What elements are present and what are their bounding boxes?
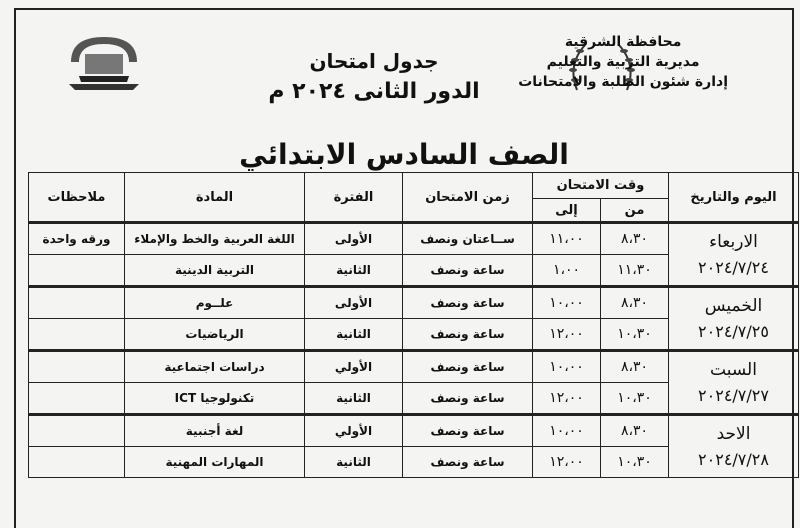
duration: ساعة ونصف [403, 351, 533, 383]
time-from: ٨،٣٠ [601, 223, 669, 255]
notes [29, 287, 125, 319]
time-to: ١٢،٠٠ [533, 447, 601, 478]
grade-title: الصف السادس الابتدائي [239, 138, 569, 171]
header-to: إلى [533, 199, 601, 223]
header-period: الفترة [305, 173, 403, 223]
document-title-block [264, 48, 484, 110]
subject: اللغة العربية والخط والإملاء [125, 223, 305, 255]
day-date: ٢٠٢٤/٧/٢٥ [698, 321, 769, 341]
time-from: ١٠،٣٠ [601, 447, 669, 478]
period: الأولي [305, 415, 403, 447]
header-notes: ملاحظات [29, 173, 125, 223]
duration: ساعة ونصف [403, 447, 533, 478]
notes [29, 319, 125, 351]
notes [29, 351, 125, 383]
duration: ساعة ونصف [403, 255, 533, 287]
day-date-cell [669, 223, 799, 287]
department-name: إدارة شئون الطلبة والامتحانات [518, 74, 728, 90]
day-date: ٢٠٢٤/٧/٢٤ [698, 257, 769, 277]
subject: المهارات المهنية [125, 447, 305, 478]
header-duration: زمن الامتحان [403, 173, 533, 223]
subject: دراسات اجتماعية [125, 351, 305, 383]
table-row [29, 415, 799, 447]
period: الثانية [305, 383, 403, 415]
header-day-date: اليوم والتاريخ [669, 173, 799, 223]
time-from: ١١،٣٠ [601, 255, 669, 287]
time-from: ١٠،٣٠ [601, 319, 669, 351]
ministry-logo [59, 32, 149, 100]
duration: ساعة ونصف [403, 383, 533, 415]
header-exam-time: وقت الامتحان [533, 173, 669, 199]
subject: الرياضيات [125, 319, 305, 351]
day-date-cell [669, 351, 799, 415]
time-to: ١٢،٠٠ [533, 319, 601, 351]
notes [29, 447, 125, 478]
time-from: ٨،٣٠ [601, 351, 669, 383]
subject: تكنولوجيا ICT [125, 383, 305, 415]
directorate-name: مديرية التربية والتعليم [546, 54, 700, 70]
duration: ساعة ونصف [403, 287, 533, 319]
document-title: جدول امتحان [309, 49, 439, 73]
duration: ســاعتان ونصف [403, 223, 533, 255]
period: الثانية [305, 447, 403, 478]
governorate-name: محافظة الشرقية [564, 34, 682, 50]
period: الأولى [305, 223, 403, 255]
time-from: ١٠،٣٠ [601, 383, 669, 415]
day-name: السبت [710, 359, 757, 380]
period: الثانية [305, 255, 403, 287]
document-header [14, 10, 794, 170]
day-name: الاربعاء [709, 231, 758, 252]
header-subject: المادة [125, 173, 305, 223]
subject: لغة أجنبية [125, 415, 305, 447]
duration: ساعة ونصف [403, 319, 533, 351]
day-date-cell [669, 287, 799, 351]
day-date: ٢٠٢٤/٧/٢٨ [698, 449, 769, 469]
subject: التربية الدينية [125, 255, 305, 287]
time-from: ٨،٣٠ [601, 287, 669, 319]
exam-round: الدور الثانى ٢٠٢٤ م [268, 79, 480, 104]
exam-schedule-table [28, 172, 799, 478]
header-from: من [601, 199, 669, 223]
day-date-cell [669, 415, 799, 478]
period: الثانية [305, 319, 403, 351]
time-to: ١٠،٠٠ [533, 287, 601, 319]
subject: علــوم [125, 287, 305, 319]
time-to: ١٠،٠٠ [533, 351, 601, 383]
period: الأولى [305, 287, 403, 319]
day-date: ٢٠٢٤/٧/٢٧ [698, 385, 769, 405]
table-row [29, 351, 799, 383]
time-to: ١١،٠٠ [533, 223, 601, 255]
period: الأولي [305, 351, 403, 383]
notes: ورقه واحدة [29, 223, 125, 255]
duration: ساعة ونصف [403, 415, 533, 447]
notes [29, 255, 125, 287]
time-to: ١٠،٠٠ [533, 415, 601, 447]
table-row [29, 223, 799, 255]
day-name: الخميس [704, 295, 763, 316]
day-name: الاحد [716, 423, 751, 444]
table-row [29, 287, 799, 319]
time-from: ٨،٣٠ [601, 415, 669, 447]
time-to: ١٢،٠٠ [533, 383, 601, 415]
notes [29, 383, 125, 415]
time-to: ١،٠٠ [533, 255, 601, 287]
issuing-authority [518, 32, 728, 92]
notes [29, 415, 125, 447]
